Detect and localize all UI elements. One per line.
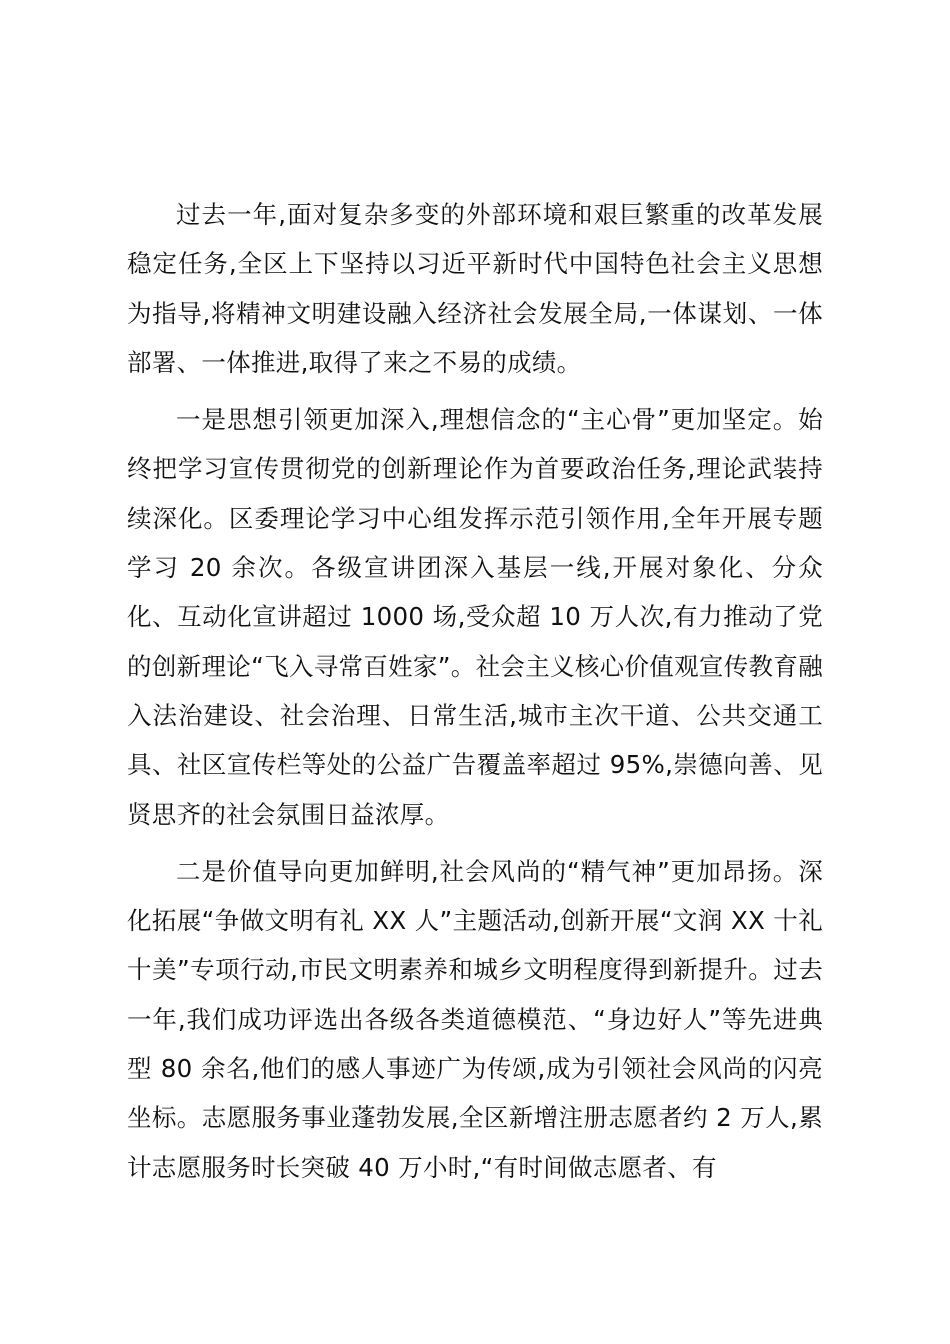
paragraph-point-one: 一是思想引领更加深入,理想信念的“主心骨”更加坚定。始终把学习宣传贯彻党的创新理论作为首要政治任务,理论武装持续深化。区委理论学习中心组发挥示范引领作用,全年开展专题学习 20 余次。各级宣讲团深入基层一线,开展对象化、分众化、互动化宣讲超过 1000 场,受众超 10 万人次,有力推动了党的创新理论“飞入寻常百姓家”。社会主义核心价值观宣传教育融入法治建设、社会治理、日常生活,城市主次干道、公共交通工具、社区宣传栏等处的公益广告覆盖率超过 95%,崇德向善、见贤思齐的社会氛围日益浓厚。 [127, 405, 823, 829]
document-body [127, 190, 823, 1200]
paragraph-intro: 过去一年,面对复杂多变的外部环境和艰巨繁重的改革发展稳定任务,全区上下坚持以习近平新时代中国特色社会主义思想为指导,将精神文明建设融入经济社会发展全局,一体谋划、一体部署、一体推进,取得了来之不易的成绩。 [127, 200, 823, 377]
paragraph-point-two: 二是价值导向更加鲜明,社会风尚的“精气神”更加昂扬。深化拓展“争做文明有礼 XX 人”主题活动,创新开展“文润 XX 十礼十美”专项行动,市民文明素养和城乡文明程度得到新提升。过去一年,我们成功评选出各级各类道德模范、“身边好人”等先进典型 80 余名,他们的感人事迹广为传颂,成为引领社会风尚的闪亮坐标。志愿服务事业蓬勃发展,全区新增注册志愿者约 2 万人,累计志愿服务时长突破 40 万小时,“有时间做志愿者、有 [127, 856, 823, 1182]
